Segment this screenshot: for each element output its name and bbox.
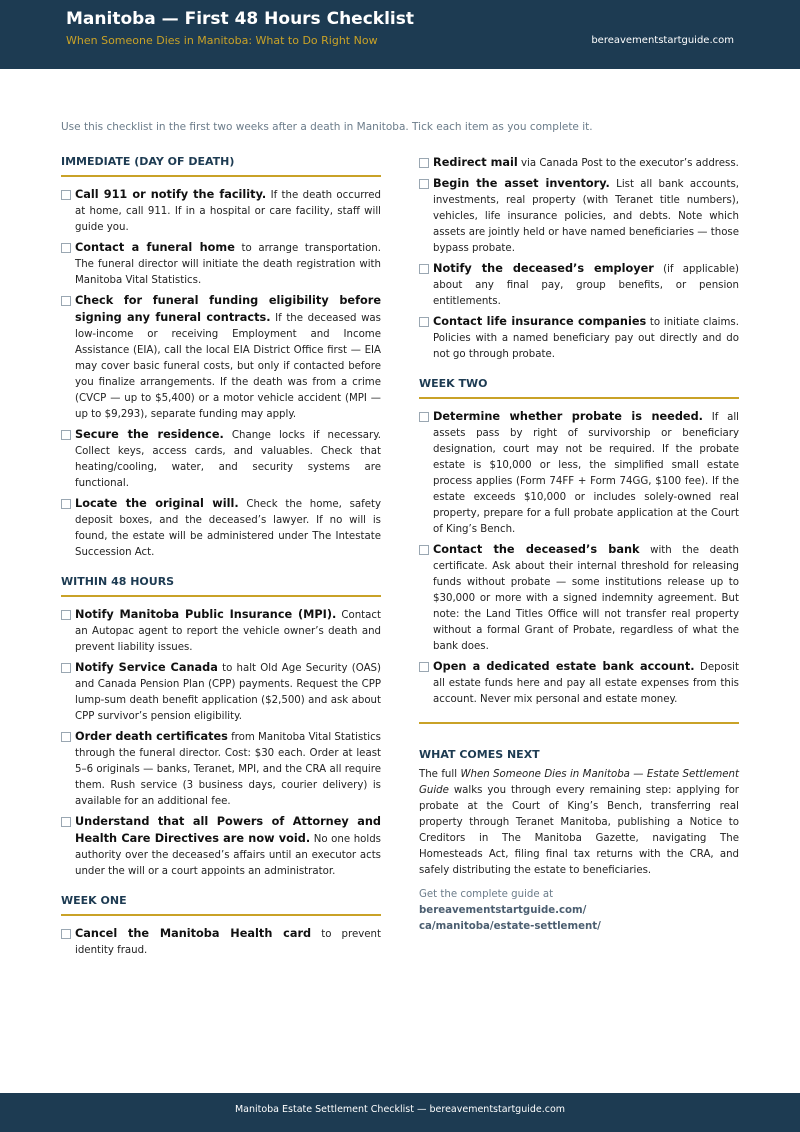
item-lead: Cancel the Manitoba Health card (75, 927, 312, 940)
section-title: WEEK ONE (61, 894, 381, 916)
item-lead: Determine whether probate is needed. (433, 410, 703, 423)
checklist-item (419, 542, 739, 655)
item-text: List all bank accounts, investments, real property (with Teranet title numbers), vehicles, life insurance policies, and debts. Note which assets are jointly held or have named beneficiaries — those bypass probate. (433, 179, 739, 254)
checkbox-icon[interactable] (61, 296, 71, 306)
section-week-two (419, 377, 739, 708)
item-text: If the death occurred at home, call 911. If in a hospital or care facility, staff will guide you. (75, 190, 381, 233)
checkbox-icon[interactable] (419, 179, 429, 189)
checklist-item (419, 409, 739, 538)
section-week-one-continued (419, 155, 739, 363)
item-lead: Call 911 or notify the facility. (75, 188, 267, 201)
intro-text: Use this checklist in the first two weeks after a death in Manitoba. Tick each item as you complete it. (61, 121, 593, 133)
section-title: WEEK TWO (419, 377, 739, 399)
checkbox-icon[interactable] (61, 610, 71, 620)
checkbox-icon[interactable] (61, 190, 71, 200)
checkbox-icon[interactable] (419, 545, 429, 555)
checkbox-icon[interactable] (61, 430, 71, 440)
section-week-one (61, 894, 381, 959)
checkbox-icon[interactable] (419, 662, 429, 672)
checkbox-icon[interactable] (61, 817, 71, 827)
item-text: Change locks if necessary. Collect keys, access cards, and valuables. Check that heating/cooling, water, and security systems are functional. (75, 430, 382, 489)
checklist-item (61, 496, 381, 561)
item-text: to arrange transportation. The funeral director will initiate the death registration with Manitoba Vital Statistics. (75, 243, 381, 286)
checkbox-icon[interactable] (61, 663, 71, 673)
item-lead: Order death certificates (75, 730, 228, 743)
item-text: Check the home, safety deposit boxes, and the deceased’s lawyer. If no will is found, the estate will be administered under The Intestate Succession Act. (75, 499, 381, 558)
left-column (61, 155, 381, 963)
item-lead: Redirect mail (433, 156, 518, 169)
item-text: (if applicable) about any final pay, group benefits, or pension entitlements. (433, 264, 740, 307)
page-footer: Manitoba Estate Settlement Checklist — bereavementstartguide.com (0, 1093, 800, 1132)
checkbox-icon[interactable] (61, 732, 71, 742)
item-text: to halt Old Age Security (OAS) and Canada Pension Plan (CPP) payments. Request the CPP lump-sum death benefit application ($2,500) and ask about CPP survivor’s pension eligibility. (75, 663, 382, 722)
item-text: No one holds authority over the deceased’s affairs until an executor acts under the will or a court appoints an administrator. (75, 834, 381, 877)
section-what-comes-next (419, 748, 739, 935)
checklist-item (61, 814, 381, 880)
next-body-text: The full (419, 769, 461, 780)
checkbox-icon[interactable] (419, 264, 429, 274)
guide-link[interactable]: ca/manitoba/estate-settlement/ (419, 921, 601, 932)
checkbox-icon[interactable] (419, 317, 429, 327)
item-lead: Notify Manitoba Public Insurance (MPI). (75, 608, 337, 621)
checkbox-icon[interactable] (419, 158, 429, 168)
checklist-item (419, 659, 739, 708)
guide-title: When Someone Dies in Manitoba — Estate Settlement Guide (419, 769, 739, 796)
next-body (419, 767, 739, 879)
page-subtitle: When Someone Dies in Manitoba: What to Do Right Now (66, 34, 378, 47)
checklist-item (61, 926, 381, 959)
item-lead: Locate the original will. (75, 497, 239, 510)
section-title: WITHIN 48 HOURS (61, 575, 381, 597)
item-text: via Canada Post to the executor’s address. (517, 158, 739, 169)
section-title: IMMEDIATE (DAY OF DEATH) (61, 155, 381, 177)
item-text: Contact an Autopac agent to report the vehicle owner’s death and prevent liability issues. (75, 610, 382, 653)
right-column (419, 155, 739, 935)
item-lead: Contact life insurance companies (433, 315, 647, 328)
guide-link[interactable]: bereavementstartguide.com/ (419, 905, 587, 916)
item-lead: Check for funeral funding eligibility before signing any funeral contracts. (75, 294, 381, 324)
page-header (0, 0, 800, 69)
next-body-text: walks you through every remaining step: applying for probate at the Court of King’s Bench, transferring real property through Teranet Manitoba, publishing a Notice to Creditors in The Manitoba Gazette, navigating The Homesteads Act, filing final tax returns with the CRA, and safely distributing the estate to beneficiaries. (419, 785, 739, 876)
checklist-item (61, 240, 381, 289)
checkbox-icon[interactable] (61, 929, 71, 939)
checkbox-icon[interactable] (61, 243, 71, 253)
checklist-item (419, 155, 739, 172)
item-lead: Notify Service Canada (75, 661, 218, 674)
section-title: WHAT COMES NEXT (419, 748, 540, 761)
checkbox-icon[interactable] (419, 412, 429, 422)
item-text: from Manitoba Vital Statistics through the funeral director. Cost: $30 each. Order at least 5–6 originals — banks, Teranet, MPI, and the CRA all require them. Rush service (3 business days, courier delivery) is available for an additional fee. (75, 732, 381, 807)
checklist-item (419, 314, 739, 363)
checklist-item (61, 427, 381, 492)
item-lead: Understand that all Powers of Attorney and Health Care Directives are now void. (75, 815, 381, 845)
section-divider (419, 722, 739, 724)
item-lead: Secure the residence. (75, 428, 224, 441)
cta-intro: Get the complete guide at (419, 889, 554, 900)
section-within-48-hours (61, 575, 381, 880)
item-text: to prevent identity fraud. (75, 929, 381, 956)
item-lead: Begin the asset inventory. (433, 177, 610, 190)
checklist-item (61, 729, 381, 810)
checklist-item (61, 607, 381, 656)
header-site-link[interactable]: bereavementstartguide.com (591, 35, 734, 46)
item-lead: Open a dedicated estate bank account. (433, 660, 695, 673)
checklist-item (419, 176, 739, 257)
section-immediate (61, 155, 381, 561)
item-lead: Notify the deceased’s employer (433, 262, 654, 275)
checklist-item (61, 187, 381, 236)
item-text: to initiate claims. Policies with a named beneficiary pay out directly and do not go through probate. (433, 317, 739, 360)
item-text: Deposit all estate funds here and pay all estate expenses from this account. Never mix personal and estate money. (433, 662, 739, 705)
checklist-item (61, 660, 381, 725)
checklist-item (419, 261, 739, 310)
item-text: with the death certificate. Ask about their internal threshold for releasing funds without probate — some institutions release up to $30,000 or more with a signed indemnity agreement. But note: the Land Titles Office will not transfer real property without a formal Grant of Probate, regardless of what the bank does. (433, 545, 739, 652)
item-text: If all assets pass by right of survivorship or beneficiary designation, court may not be required. If the probate estate is $10,000 or less, the simplified small estate process applies (Form 74FF + Form 74GG, $100 fee). If the estate exceeds $10,000 or includes solely-owned real property, prepare for a full probate application at the Court of King’s Bench. (433, 412, 739, 535)
checklist-item (61, 293, 381, 423)
item-lead: Contact the deceased’s bank (433, 543, 640, 556)
item-lead: Contact a funeral home (75, 241, 235, 254)
item-text: If the deceased was low-income or receiving Employment and Income Assistance (EIA), call the local EIA District Office first — EIA may cover basic funeral costs, but only if contacted before you finalize arrangements. If the death was from a crime (CVCP — up to $5,400) or a motor vehicle accident (MPI — up to $9,293), separate funding may apply. (75, 313, 381, 420)
checkbox-icon[interactable] (61, 499, 71, 509)
page-title: Manitoba — First 48 Hours Checklist (66, 9, 414, 29)
